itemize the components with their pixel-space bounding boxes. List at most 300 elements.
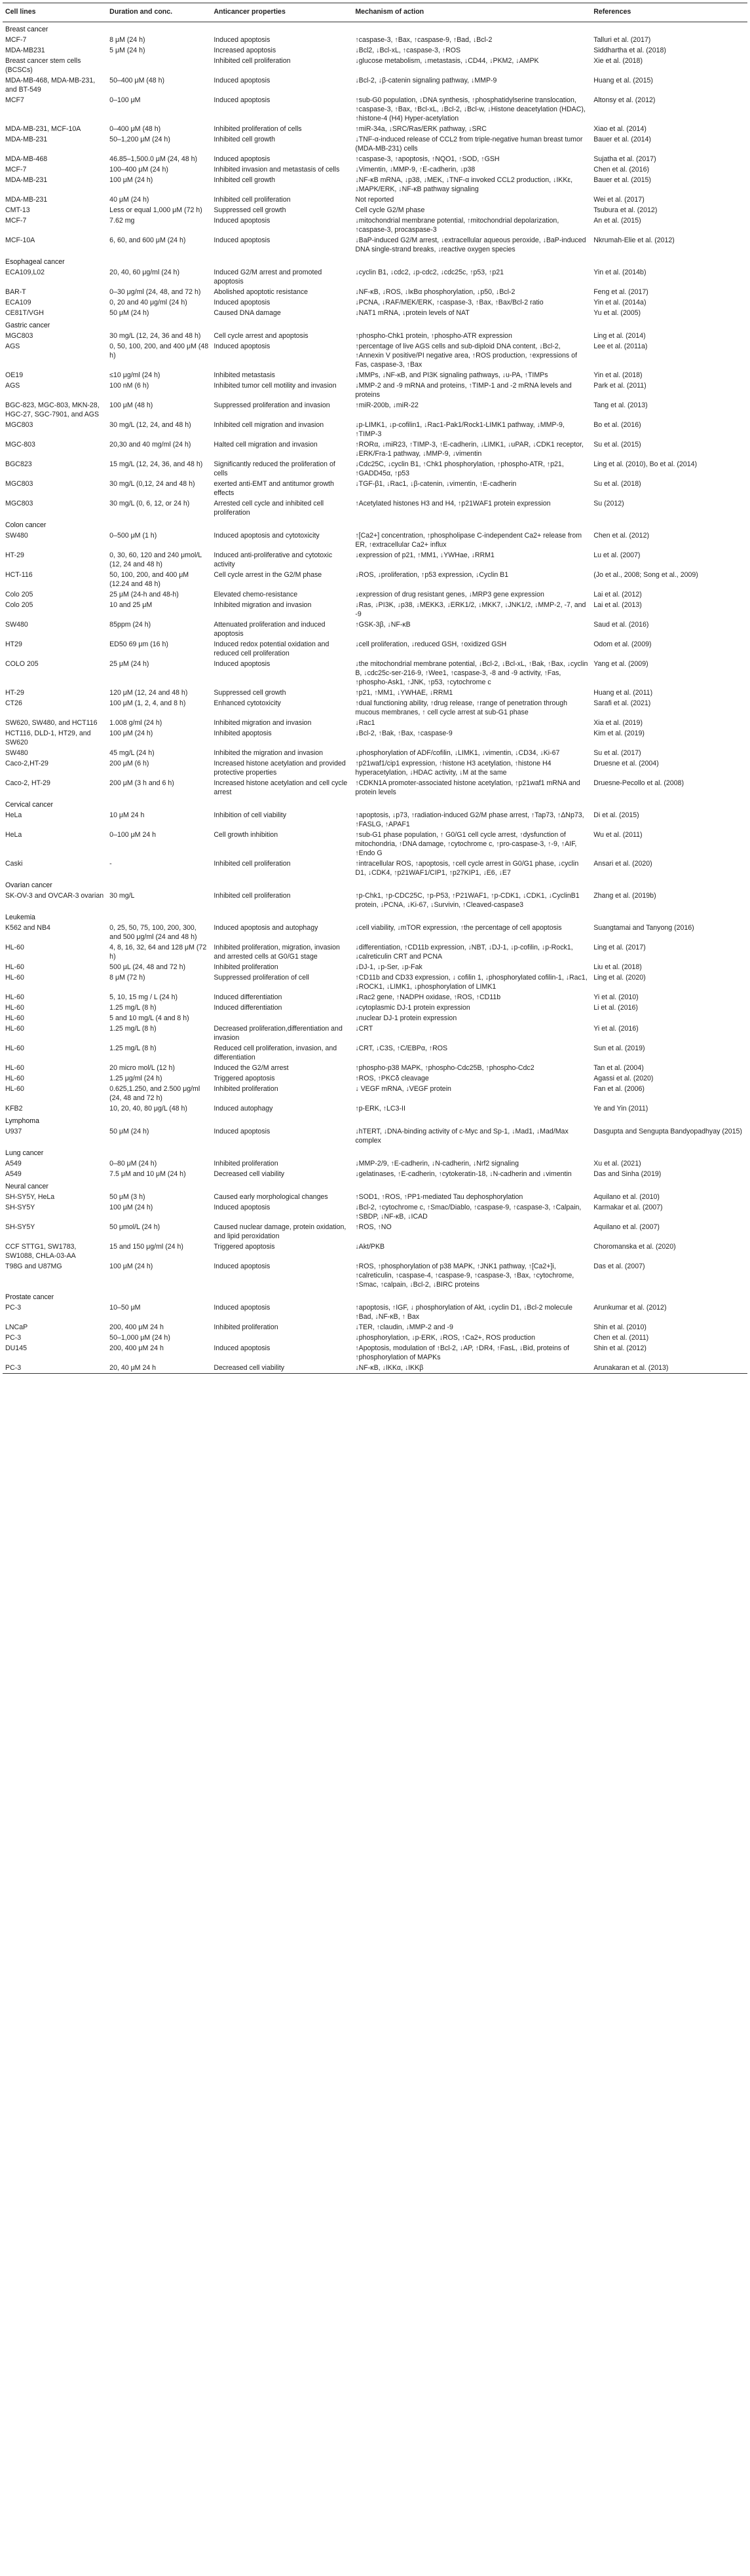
duration-cell: 30 mg/L [109, 892, 135, 900]
mechanism-cell: ↓glucose metabolism, ↓metastasis, ↓CD44, ↓PKM2, ↓AMPK [355, 57, 539, 65]
duration-cell: 10, 20, 40, 80 μg/L (48 h) [109, 1105, 187, 1113]
duration-cell: 20, 40, 60 μg/ml (24 h) [109, 268, 179, 276]
mechanism-cell: ↓MMP-2 and -9 mRNA and proteins, ↑TIMP-1 and -2 mRNA levels and proteins [355, 382, 572, 399]
anticancer-cell: Caused nuclear damage, protein oxidation, and lipid peroxidation [214, 1223, 347, 1240]
mechanism-cell: ↑caspase-3, ↑Bax, ↑caspase-9, ↑Bad, ↓Bcl-2 [355, 36, 493, 44]
mechanism-cell: ↓cell proliferation, ↓reduced GSH, ↑oxidized GSH [355, 640, 507, 648]
mechanism-cell: ↑GSK-3β, ↓NF-κB [355, 621, 411, 629]
section-row [3, 255, 747, 267]
reference-cell: Di et al. (2015) [593, 811, 639, 819]
mechanism-cell: ↑RORα, ↓miR23, ↑TIMP-3, ↑E-cadherin, ↓LIMK1, ↓uPAR, ↓CDK1 receptor, ↓ERK/Fra-1 pathway, ↓MMP-9, ↓vimentin [355, 441, 584, 458]
reference-cell: Saud et al. (2016) [593, 621, 649, 629]
anticancer-cell: Significantly reduced the proliferation of cells [214, 460, 335, 477]
mechanism-cell: ↓Ras, ↓PI3K, ↓p38, ↓MEKK3, ↓ERK1/2, ↓MKK7, ↓JNK1/2, ↓MMP-2, -7, and -9 [355, 601, 586, 618]
mechanism-cell: ↓ROS, ↓proliferation, ↑p53 expression, ↓Cyclin B1 [355, 571, 509, 579]
anticancer-cell: Induced apoptosis [214, 217, 271, 225]
cell-line-cell: MDA-MB-231 [5, 136, 48, 143]
duration-cell: 200, 400 μM 24 h [109, 1344, 164, 1352]
mechanism-cell: ↓gelatinases, ↑E-cadherin, ↑cytokeratin-18, ↓N-cadherin and ↓vimentin [355, 1170, 572, 1178]
cell-line-cell: SH-SY5Y, HeLa [5, 1193, 55, 1201]
cell-line-cell: SH-SY5Y [5, 1223, 35, 1231]
cell-line-cell: HT-29 [5, 551, 24, 559]
table-row [3, 164, 747, 175]
cell-line-cell: SW620, SW480, and HCT116 [5, 719, 98, 727]
cell-line-cell: Colo 205 [5, 591, 33, 598]
reference-cell: Ansari et al. (2020) [593, 860, 652, 868]
mechanism-cell: ↑phospho-Chk1 protein, ↑phospho-ATR expression [355, 332, 512, 340]
duration-cell: 0–80 μM (24 h) [109, 1160, 157, 1168]
reference-cell: Yang et al. (2009) [593, 660, 648, 668]
table-row [3, 972, 747, 992]
section-row [3, 1290, 747, 1302]
mechanism-cell: ↓CRT, ↓C3S, ↑C/EBPα, ↑ROS [355, 1044, 448, 1052]
reference-cell: Altonsy et al. (2012) [593, 96, 656, 104]
mechanism-cell: ↓expression of p21, ↑MM1, ↓YWHae, ↓RRM1 [355, 551, 495, 559]
cell-line-cell: HL-60 [5, 1044, 24, 1052]
anticancer-cell: Caused DNA damage [214, 309, 281, 317]
cell-line-cell: CT26 [5, 699, 22, 707]
cell-line-cell: BAR-T [5, 288, 26, 296]
table-row [3, 1333, 747, 1343]
cell-line-cell: MGC803 [5, 332, 33, 340]
cell-line-cell: PC-3 [3, 1363, 107, 1374]
mechanism-cell: ↓phosphorylation, ↓p-ERK, ↓ROS, ↑Ca2+, ROS production [355, 1334, 536, 1342]
reference-cell: Xiao et al. (2014) [593, 125, 647, 133]
anticancer-cell: Suppressed proliferation and invasion [214, 401, 330, 409]
anticancer-cell: Inhibited proliferation [214, 1085, 278, 1093]
mechanism-cell: ↑miR-200b, ↓miR-22 [355, 401, 419, 409]
reference-cell: Wei et al. (2017) [593, 196, 645, 204]
reference-cell: Lai et al. (2013) [593, 601, 642, 609]
duration-cell: 15 mg/L (12, 24, 36, and 48 h) [109, 460, 203, 468]
mechanism-cell: ↓MMP-2/9, ↑E-cadherin, ↓N-cadherin, ↓Nrf2 signaling [355, 1160, 519, 1168]
reference-cell: Chen et al. (2011) [593, 1334, 649, 1342]
table-row [3, 341, 747, 370]
header-references: References [591, 3, 747, 22]
duration-cell: 46.85–1,500.0 μM (24, 48 h) [109, 155, 198, 163]
mechanism-cell: ↓DJ-1, ↓p-Ser, ↓p-Fak [355, 963, 422, 971]
anticancer-cell: Induced apoptosis and autophagy [214, 924, 318, 932]
mechanism-cell: ↓TER, ↑claudin, ↓MMP-2 and -9 [355, 1323, 453, 1331]
mechanism-cell: ↑intracellular ROS, ↑apoptosis, ↑cell cycle arrest in G0/G1 phase, ↓cyclin D1, ↓CDK4, ↑p21WAF1/CIP1, ↑p27KIP1, ↓E6, ↓E7 [355, 860, 579, 877]
mechanism-cell: ↑dual functioning ability, ↑drug release, ↑range of penetration through mucous membranes, ↑ cell cycle arrest at sub-G1 phase [355, 699, 568, 716]
cell-line-cell: MCF-10A [5, 236, 35, 244]
reference-cell: Wu et al. (2011) [593, 831, 643, 839]
anticancer-cell [211, 1333, 352, 1343]
section-row [3, 1146, 747, 1158]
cell-line-cell: MCF-7 [5, 36, 27, 44]
table-row [3, 1073, 747, 1084]
table-row [3, 962, 747, 972]
table-row [3, 758, 747, 778]
mechanism-cell: ↑ROS, ↑NO [355, 1223, 392, 1231]
reference-cell: Druesne-Pecollo et al. (2008) [593, 779, 684, 787]
duration-cell: 10–50 μM [109, 1304, 141, 1312]
reference-cell: (Jo et al., 2008; Song et al., 2009) [593, 571, 698, 579]
mechanism-cell: Cell cycle G2/M phase [355, 206, 425, 214]
cell-line-cell: KFB2 [5, 1105, 23, 1113]
reference-cell: Karmakar et al. (2007) [593, 1204, 663, 1211]
reference-cell: Shin et al. (2010) [593, 1323, 647, 1331]
cell-line-cell: AGS [5, 342, 20, 350]
reference-cell: Arunakaran et al. (2013) [591, 1363, 747, 1374]
cell-line-cell: CMT-13 [5, 206, 30, 214]
mechanism-cell: ↓Rac2 gene, ↑NADPH oxidase, ↑ROS, ↑CD11b [355, 993, 501, 1001]
duration-cell: 6, 60, and 600 μM (24 h) [109, 236, 186, 244]
anticancer-cell: Enhanced cytotoxicity [214, 699, 281, 707]
table-row [3, 1013, 747, 1023]
reference-cell: Sun et al. (2019) [593, 1044, 645, 1052]
anticancer-cell: Induced differentiation [214, 1004, 282, 1012]
anticancer-cell: Inhibited proliferation [214, 963, 278, 971]
table-row [3, 205, 747, 215]
cell-line-cell: HT29 [5, 640, 22, 648]
section-row [3, 518, 747, 530]
reference-cell: Lu et al. (2007) [593, 551, 641, 559]
duration-cell: 8 μM (24 h) [109, 36, 145, 44]
reference-cell: Li et al. (2016) [593, 1004, 638, 1012]
cell-line-cell: SW480 [5, 749, 28, 757]
cell-line-cell: HL-60 [5, 1064, 24, 1072]
duration-cell: 50 μM (3 h) [109, 1193, 145, 1201]
anticancer-cell: Induced autophagy [214, 1105, 273, 1113]
table-row [3, 459, 747, 479]
mechanism-cell: ↓Akt/PKB [355, 1243, 385, 1251]
anticancer-cell: Inhibited proliferation, migration, invasion and arrested cells at G0/G1 stage [214, 944, 340, 961]
cell-line-cell: MDA-MB-231 [5, 196, 48, 204]
anticancer-cell: Increased histone acetylation and cell cycle arrest [214, 779, 348, 796]
reference-cell: Huang et al. (2015) [593, 77, 653, 84]
reference-cell: Sujatha et al. (2017) [593, 155, 656, 163]
reference-cell: Yin et al. (2014a) [593, 299, 647, 306]
duration-cell: 1.25 mg/L (8 h) [109, 1004, 157, 1012]
cell-line-cell: T98G and U87MG [5, 1262, 62, 1270]
mechanism-cell: ↑miR-34a, ↓SRC/Ras/ERK pathway, ↓SRC [355, 125, 487, 133]
duration-cell: 5, 10, 15 mg / L (24 h) [109, 993, 178, 1001]
anticancer-cell: Abolished apoptotic resistance [214, 288, 309, 296]
table-row [3, 1043, 747, 1063]
reference-cell: Chen et al. (2016) [593, 166, 649, 174]
reference-cell: Lee et al. (2011a) [593, 342, 648, 350]
anticancer-cell: Induced apoptosis [214, 236, 271, 244]
reference-cell: Ling et al. (2017) [593, 944, 646, 951]
table-row [3, 992, 747, 1003]
duration-cell: 25 μM (24 h) [109, 660, 149, 668]
cell-line-cell: A549 [5, 1160, 22, 1168]
table-row [3, 215, 747, 235]
reference-cell: Yu et al. (2005) [593, 309, 641, 317]
cell-line-cell: HCT-116 [5, 571, 33, 579]
reference-cell: Bo et al. (2016) [593, 421, 641, 429]
table-row [3, 810, 747, 830]
reference-cell: Shin et al. (2012) [593, 1344, 647, 1352]
table-row [3, 600, 747, 619]
reference-cell: Su et al. (2015) [593, 441, 641, 449]
reference-cell: Suangtamai and Tanyong (2016) [593, 924, 694, 932]
anticancer-cell: Induced apoptosis and cytotoxicity [214, 532, 320, 540]
section-title: Neural cancer [5, 1183, 48, 1190]
duration-cell: 20 micro mol/L (12 h) [109, 1064, 175, 1072]
cell-line-cell: HL-60 [5, 944, 24, 951]
cell-line-cell: HL-60 [5, 993, 24, 1001]
cell-line-cell: SW480 [5, 532, 28, 540]
reference-cell: Lai et al. (2012) [593, 591, 642, 598]
reference-cell: Chen et al. (2012) [593, 532, 649, 540]
anticancer-cell: Halted cell migration and invasion [214, 441, 318, 449]
table-row [3, 1322, 747, 1333]
reference-cell: Tang et al. (2013) [593, 401, 648, 409]
cell-line-cell: AGS [5, 382, 20, 390]
anticancer-cell: Induced G2/M arrest and promoted apoptosis [214, 268, 322, 285]
table-row [3, 154, 747, 164]
section-row [3, 318, 747, 331]
table-row [3, 420, 747, 439]
table-row [3, 1103, 747, 1114]
cell-line-cell: PC-3 [5, 1334, 22, 1342]
table-row [3, 659, 747, 688]
section-row [3, 1114, 747, 1126]
table-row [3, 1363, 747, 1374]
duration-cell: 85ppm (24 h) [109, 621, 151, 629]
mechanism-cell: ↓nuclear DJ-1 protein expression [355, 1014, 457, 1022]
anticancer-table [3, 3, 747, 1374]
table-row [3, 748, 747, 758]
duration-cell: ≤10 μg/ml (24 h) [109, 371, 160, 379]
mechanism-cell: ↓cell viability, ↓mTOR expression, ↑the percentage of cell apoptosis [355, 924, 562, 932]
duration-cell: 1.25 μg/ml (24 h) [109, 1075, 162, 1082]
reference-cell: Bauer et al. (2014) [593, 136, 651, 143]
table-row [3, 498, 747, 518]
reference-cell: Xia et al. (2019) [593, 719, 643, 727]
table-row [3, 1169, 747, 1179]
duration-cell: 100 μM (48 h) [109, 401, 153, 409]
mechanism-cell: ↑[Ca2+] concentration, ↑phospholipase C-independent Ca2+ release from ER, ↑extracellular Ca2+ influx [355, 532, 582, 549]
duration-cell: 1.25 mg/L (8 h) [109, 1044, 157, 1052]
duration-cell: 0–100 μM [109, 96, 141, 104]
cell-line-cell: MDA-MB-231, MCF-10A [5, 125, 81, 133]
mechanism-cell: ↑ROS, ↑phosphorylation of p38 MAPK, ↑JNK1 pathway, ↑[Ca2+]i, ↑calreticulin, ↑caspase-4, ↑caspase-9, ↑caspase-3, ↑Bax, ↑cytochrome, ↑Smac, ↑calpain, ↓Bcl-2, ↓BIRC proteins [355, 1262, 574, 1289]
section-title: Leukemia [5, 913, 35, 921]
duration-cell: 100 μM (24 h) [109, 1204, 153, 1211]
anticancer-cell: Inhibited tumor cell motility and invasion [214, 382, 337, 390]
cell-line-cell: MGC803 [5, 480, 33, 488]
duration-cell: 200 μM (3 h and 6 h) [109, 779, 174, 787]
reference-cell: Agassi et al. (2020) [593, 1075, 654, 1082]
mechanism-cell: ↓cytoplasmic DJ-1 protein expression [355, 1004, 470, 1012]
anticancer-cell: Inhibited cell proliferation [214, 196, 291, 204]
header-cell-lines: Cell lines [3, 3, 107, 22]
anticancer-cell: Induced apoptosis [214, 96, 271, 104]
anticancer-cell: Inhibited cell migration and invasion [214, 421, 324, 429]
mechanism-cell: ↑percentage of live AGS cells and sub-diploid DNA content, ↓Bcl-2, ↑Annexin V positive/PI negative area, ↑ROS production, ↑expressions of Fas, caspase-3, ↑Bax [355, 342, 577, 369]
duration-cell: - [109, 860, 112, 868]
anticancer-cell: Induced apoptosis [214, 1128, 271, 1135]
anticancer-cell: Cell growth inhibition [214, 831, 278, 839]
cell-line-cell: BGC823 [5, 460, 32, 468]
reference-cell: Xie et al. (2018) [593, 57, 643, 65]
mechanism-cell: ↓BaP-induced G2/M arrest, ↓extracellular aqueous peroxide, ↓BaP-induced DNA single-strand breaks, ↓reactive oxygen species [355, 236, 586, 253]
anticancer-cell: Induced apoptosis [214, 36, 271, 44]
duration-cell: 30 mg/L (12, 24, 36 and 48 h) [109, 332, 201, 340]
cell-line-cell: Caco-2, HT-29 [5, 779, 50, 787]
table-body [3, 22, 747, 1374]
mechanism-cell: ↓TGF-β1, ↓Rac1, ↓β-catenin, ↓vimentin, ↑E-cadherin [355, 480, 517, 488]
reference-cell: Yi et al. (2016) [593, 1025, 639, 1033]
anticancer-cell: Decreased cell viability [211, 1363, 352, 1374]
reference-cell: Das and Sinha (2019) [593, 1170, 662, 1178]
table-row [3, 1242, 747, 1261]
table-row [3, 1302, 747, 1322]
reference-cell: Yin et al. (2014b) [593, 268, 647, 276]
duration-cell: 5 μM (24 h) [109, 46, 145, 54]
anticancer-cell: exerted anti-EMT and antitumor growth effects [214, 480, 334, 497]
table-row [3, 942, 747, 962]
reference-cell: Su et al. (2018) [593, 480, 641, 488]
table-row [3, 728, 747, 748]
duration-cell: 0, 20 and 40 μg/ml (24 h) [109, 299, 187, 306]
anticancer-cell: Inhibited apoptosis [214, 729, 272, 737]
header-mechanism: Mechanism of action [352, 3, 591, 22]
cell-line-cell: ECA109 [5, 299, 31, 306]
cell-line-cell: Caco-2,HT-29 [5, 760, 48, 767]
reference-cell [591, 1013, 747, 1023]
anticancer-cell: Induced apoptosis [214, 1344, 271, 1352]
section-title: Prostate cancer [5, 1293, 54, 1301]
table-row [3, 287, 747, 297]
duration-cell: 15 and 150 μg/ml (24 h) [109, 1243, 183, 1251]
table-row [3, 778, 747, 798]
duration-cell: 0–500 μM (1 h) [109, 532, 157, 540]
table-row [3, 688, 747, 698]
cell-line-cell: COLO 205 [5, 660, 39, 668]
section-row [3, 1179, 747, 1192]
table-row [3, 1023, 747, 1043]
duration-cell: 50–1,000 μM (24 h) [109, 1334, 170, 1342]
mechanism-cell: ↑apoptosis, ↑IGF, ↓ phosphorylation of Akt, ↓cyclin D1, ↓Bcl-2 molecule ↑Bad, ↓NF-κB, ↑ Bax [355, 1304, 572, 1321]
cell-line-cell: MGC803 [5, 421, 33, 429]
section-title: Lymphoma [5, 1117, 40, 1125]
table-row [3, 1158, 747, 1169]
reference-cell: Xu et al. (2021) [593, 1160, 641, 1168]
anticancer-cell: Induced apoptosis [214, 660, 271, 668]
reference-cell: Yi et al. (2010) [593, 993, 639, 1001]
anticancer-cell: Inhibited proliferation [214, 1323, 278, 1331]
anticancer-cell: Induced redox potential oxidation and reduced cell proliferation [214, 640, 329, 657]
mechanism-cell: ↓NF-κB, ↓ROS, ↓IκBα phosphorylation, ↓p50, ↓Bcl-2 [355, 288, 516, 296]
duration-cell: 50 μmol/L (24 h) [109, 1223, 160, 1231]
duration-cell: 100 μM (24 h) [109, 1262, 153, 1270]
anticancer-cell: Inhibited proliferation [214, 1160, 278, 1168]
table-row [3, 1126, 747, 1146]
cell-line-cell: HL-60 [5, 974, 24, 982]
mechanism-cell: ↓differentiation, ↑CD11b expression, ↓NBT, ↓DJ-1, ↓p-cofilin, ↓p-Rock1, ↓calreticulin CRT and PCNA [355, 944, 573, 961]
cell-line-cell: MGC-803 [5, 441, 35, 449]
reference-cell: Kim et al. (2019) [593, 729, 645, 737]
anticancer-cell [211, 1013, 352, 1023]
anticancer-cell: Inhibited migration and invasion [214, 719, 312, 727]
cell-line-cell: MCF-7 [5, 217, 27, 225]
mechanism-cell: ↓NF-κB mRNA, ↓p38, ↓MEK, ↓TNF-α invoked CCL2 production, ↓IKKε, ↓MAPK/ERK, ↓NF-κB pathway signaling [355, 176, 573, 193]
table-row [3, 134, 747, 154]
table-row [3, 308, 747, 318]
table-row [3, 1084, 747, 1103]
cell-line-cell: HeLa [5, 811, 22, 819]
duration-cell: 200, 400 μM 24 h [109, 1323, 164, 1331]
table-row [3, 570, 747, 589]
duration-cell: 0, 50, 100, 200, and 400 μM (48 h) [109, 342, 209, 359]
reference-cell: Ling et al. (2010), Bo et al. (2014) [593, 460, 698, 468]
duration-cell: 50–1,200 μM (24 h) [109, 136, 170, 143]
reference-cell: Bauer et al. (2015) [593, 176, 651, 184]
cell-line-cell: Breast cancer stem cells (BCSCs) [5, 57, 81, 74]
mechanism-cell: Not reported [355, 196, 394, 204]
reference-cell: Ling et al. (2014) [593, 332, 646, 340]
mechanism-cell: ↑sub-G1 phase population, ↑ G0/G1 cell cycle arrest, ↑dysfunction of mitochondria, ↑DNA damage, ↑cytochrome c, ↑pro-caspase-3, ↑-9, ↑AIF, ↑Endo G [355, 831, 577, 857]
duration-cell: 100–400 μM (24 h) [109, 166, 168, 174]
reference-cell: Yin et al. (2018) [593, 371, 643, 379]
anticancer-cell: Triggered apoptosis [214, 1243, 275, 1251]
cell-line-cell: SH-SY5Y [5, 1204, 35, 1211]
table-row [3, 1063, 747, 1073]
duration-cell: 200 μM (6 h) [109, 760, 149, 767]
anticancer-cell: Inhibited cell growth [214, 136, 275, 143]
mechanism-cell: ↑caspase-3, ↑apoptosis, ↑NQO1, ↑SOD, ↑GSH [355, 155, 500, 163]
mechanism-cell: ↑Apoptosis, modulation of ↑Bcl-2, ↓AP, ↑DR4, ↑FasL, ↓Bid, proteins of ↑phosphorylation of MAPKs [355, 1344, 569, 1361]
table-row [3, 923, 747, 942]
duration-cell: 120 μM (12, 24 and 48 h) [109, 689, 188, 697]
mechanism-cell: ↓hTERT, ↓DNA-binding activity of c-Myc and Sp-1, ↓Mad1, ↓Mad/Max complex [355, 1128, 569, 1145]
reference-cell: Druesne et al. (2004) [593, 760, 659, 767]
duration-cell: 0, 25, 50, 75, 100, 200, 300, and 500 μg/ml (24 and 48 h) [109, 924, 197, 941]
duration-cell: 30 mg/L (0,12, 24 and 48 h) [109, 480, 195, 488]
duration-cell: 100 nM (6 h) [109, 382, 149, 390]
header-anticancer: Anticancer properties [211, 3, 352, 22]
table-row [3, 530, 747, 550]
table-row [3, 1192, 747, 1202]
reference-cell: An et al. (2015) [593, 217, 641, 225]
cell-line-cell: MGC803 [5, 500, 33, 507]
anticancer-cell: Induced apoptosis [214, 299, 271, 306]
table-row [3, 56, 747, 75]
anticancer-cell: Inhibited metastasis [214, 371, 275, 379]
duration-cell [107, 56, 211, 75]
cell-line-cell: LNCaP [5, 1323, 28, 1331]
cell-line-cell: MDA-MB-231 [5, 176, 48, 184]
cell-line-cell: K562 and NB4 [5, 924, 50, 932]
duration-cell: 7.5 μM and 10 μM (24 h) [109, 1170, 186, 1178]
mechanism-cell: ↓PCNA, ↓RAF/MEK/ERK, ↑caspase-3, ↑Bax, ↑Bax/Bcl-2 ratio [355, 299, 544, 306]
reference-cell: Zhang et al. (2019b) [593, 892, 656, 900]
anticancer-cell: Inhibited migration and invasion [214, 601, 312, 609]
cell-line-cell: MDA-MB-468 [5, 155, 48, 163]
table-row [3, 370, 747, 380]
anticancer-cell: Reduced cell proliferation, invasion, and differentiation [214, 1044, 337, 1061]
table-row [3, 194, 747, 205]
cell-line-cell: HCT116, DLD-1, HT29, and SW620 [5, 729, 91, 746]
table-row [3, 297, 747, 308]
cell-line-cell: PC-3 [5, 1304, 22, 1312]
anticancer-cell: Suppressed cell growth [214, 206, 286, 214]
duration-cell: 30 mg/L (0, 6, 12, or 24 h) [109, 500, 190, 507]
mechanism-cell: ↓Bcl-2, ↑Bak, ↑Bax, ↑caspase-9 [355, 729, 453, 737]
cell-line-cell: ECA109,L02 [5, 268, 45, 276]
table-row [3, 698, 747, 718]
anticancer-cell: Suppressed proliferation of cell [214, 974, 309, 982]
anticancer-cell: Induced apoptosis [214, 1262, 271, 1270]
section-title: Breast cancer [5, 26, 48, 33]
reference-cell: Tan et al. (2004) [593, 1064, 644, 1072]
anticancer-cell: Induced anti-proliferative and cytotoxic activity [214, 551, 333, 568]
